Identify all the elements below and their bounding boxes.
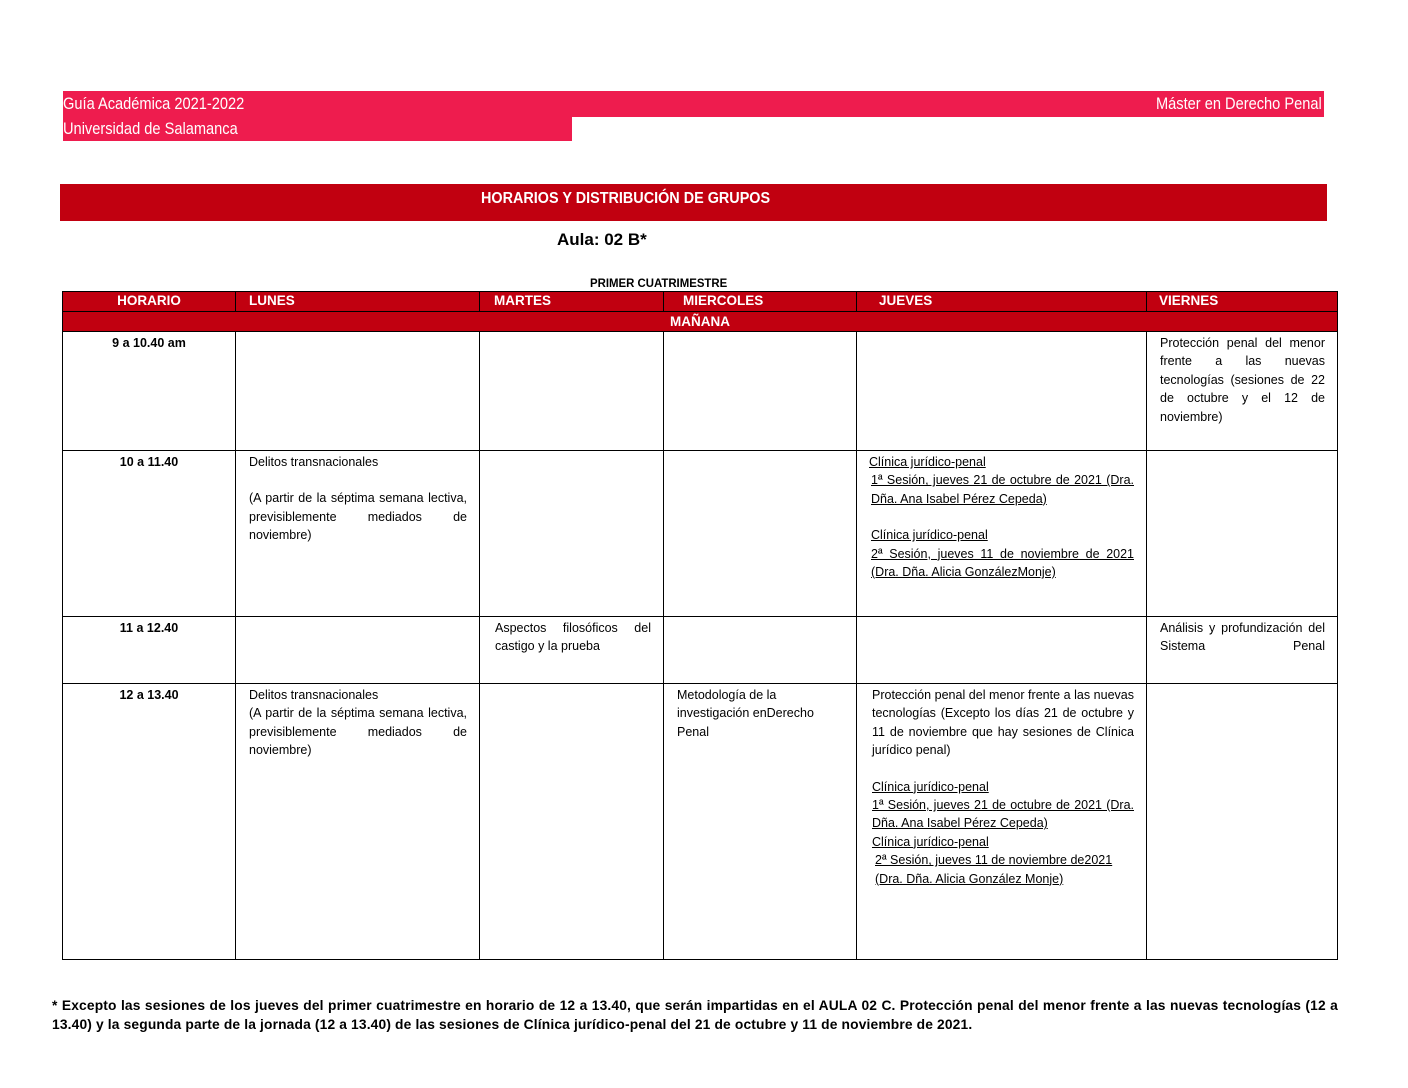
miercoles-cell — [664, 617, 857, 684]
section-title-band — [60, 184, 1327, 221]
session-label: MAÑANA — [63, 312, 1338, 332]
session-detail: 1ª Sesión, jueves 21 de octubre de 2021 (Dra. Dña. Ana Isabel Pérez Cepeda) — [872, 798, 1134, 831]
martes-cell — [480, 451, 664, 617]
viernes-cell: Análisis y profundización del Sistema Penal — [1147, 617, 1338, 684]
column-header-martes: MARTES — [480, 292, 664, 312]
table-row — [63, 617, 1338, 684]
miercoles-cell — [664, 332, 857, 451]
time-cell: 12 a 13.40 — [63, 684, 236, 960]
viernes-cell: Protección penal del menor frente a las nuevas tecnologías (sesiones de 22 de octubre y el 12 de noviembre) — [1147, 332, 1338, 451]
column-header-jueves: JUEVES — [857, 292, 1147, 312]
miercoles-cell: Metodología de la investigación enDerecho Penal — [664, 684, 857, 960]
section-title: HORARIOS Y DISTRIBUCIÓN DE GRUPOS — [481, 190, 771, 207]
viernes-cell — [1147, 684, 1338, 960]
semester-label: PRIMER CUATRIMESTRE — [590, 276, 728, 290]
lunes-cell — [236, 684, 480, 960]
table-header-row — [63, 292, 1338, 312]
time-cell: 9 a 10.40 am — [63, 332, 236, 451]
classroom-label: Aula: 02 B* — [557, 230, 647, 249]
session-detail: 2ª Sesión, jueves 11 de noviembre de 2021 (Dra. Dña. Alicia GonzálezMonje) — [871, 546, 1134, 580]
table-row — [63, 332, 1338, 451]
session-row — [63, 312, 1338, 332]
martes-cell: Aspectos filosóficos del castigo y la prueba — [480, 617, 664, 684]
time-cell: 11 a 12.40 — [63, 617, 236, 684]
martes-cell — [480, 332, 664, 451]
table-row — [63, 684, 1338, 960]
session-detail: 1ª Sesión, jueves 21 de octubre de 2021 (Dra. Dña. Ana Isabel Pérez Cepeda) — [871, 473, 1134, 506]
time-cell: 10 a 11.40 — [63, 451, 236, 617]
course-note: (A partir de la séptima semana lectiva, previsiblemente mediados de noviembre) — [249, 491, 467, 543]
university-name: Universidad de Salamanca — [63, 119, 238, 138]
schedule-table — [62, 291, 1338, 960]
jueves-cell — [857, 451, 1147, 617]
jueves-cell — [857, 332, 1147, 451]
lunes-cell — [236, 451, 480, 617]
martes-cell — [480, 684, 664, 960]
column-header-lunes: LUNES — [236, 292, 480, 312]
lunes-cell — [236, 617, 480, 684]
footnote: * Excepto las sesiones de los jueves del primer cuatrimestre en horario de 12 a 13.40, que serán impartidas en el AULA 02 C. Protección penal del menor frente a las nuevas tecnologías (12 a 13.40) y la segunda parte de la jornada (12 a 13.40) de las sesiones de Clínica jurídico-penal del 21 de octubre y 11 de noviembre de 2021. — [52, 998, 1338, 1032]
lunes-cell — [236, 332, 480, 451]
column-header-horario: HORARIO — [63, 292, 236, 312]
header-bar-top — [63, 91, 1324, 117]
column-header-viernes: VIERNES — [1147, 292, 1338, 312]
course-note: (A partir de la séptima semana lectiva, previsiblemente mediados de noviembre) — [249, 706, 467, 758]
session-detail: 2ª Sesión, jueves 11 de noviembre de2021 (Dra. Dña. Alicia González Monje) — [875, 853, 1113, 886]
miercoles-cell — [664, 451, 857, 617]
course-intro: Protección penal del menor frente a las nuevas tecnologías (Excepto los días 21 de octubre y 11 de noviembre que hay sesiones de Clínica jurídico penal) — [872, 688, 1134, 758]
course-title: Delitos transnacionales — [249, 688, 379, 702]
course-title: Delitos transnacionales — [249, 455, 379, 469]
jueves-cell — [857, 617, 1147, 684]
column-header-miercoles: MIERCOLES — [664, 292, 857, 312]
viernes-cell — [1147, 451, 1338, 617]
session-title: Clínica jurídico-penal — [872, 779, 989, 794]
table-row — [63, 451, 1338, 617]
session-title: Clínica jurídico-penal — [871, 528, 988, 543]
session-title: Clínica jurídico-penal — [872, 834, 989, 849]
guide-title: Guía Académica 2021-2022 — [63, 94, 245, 113]
jueves-cell — [857, 684, 1147, 960]
session-title: Clínica jurídico-penal — [869, 455, 986, 469]
program-name: Máster en Derecho Penal — [1156, 94, 1322, 113]
